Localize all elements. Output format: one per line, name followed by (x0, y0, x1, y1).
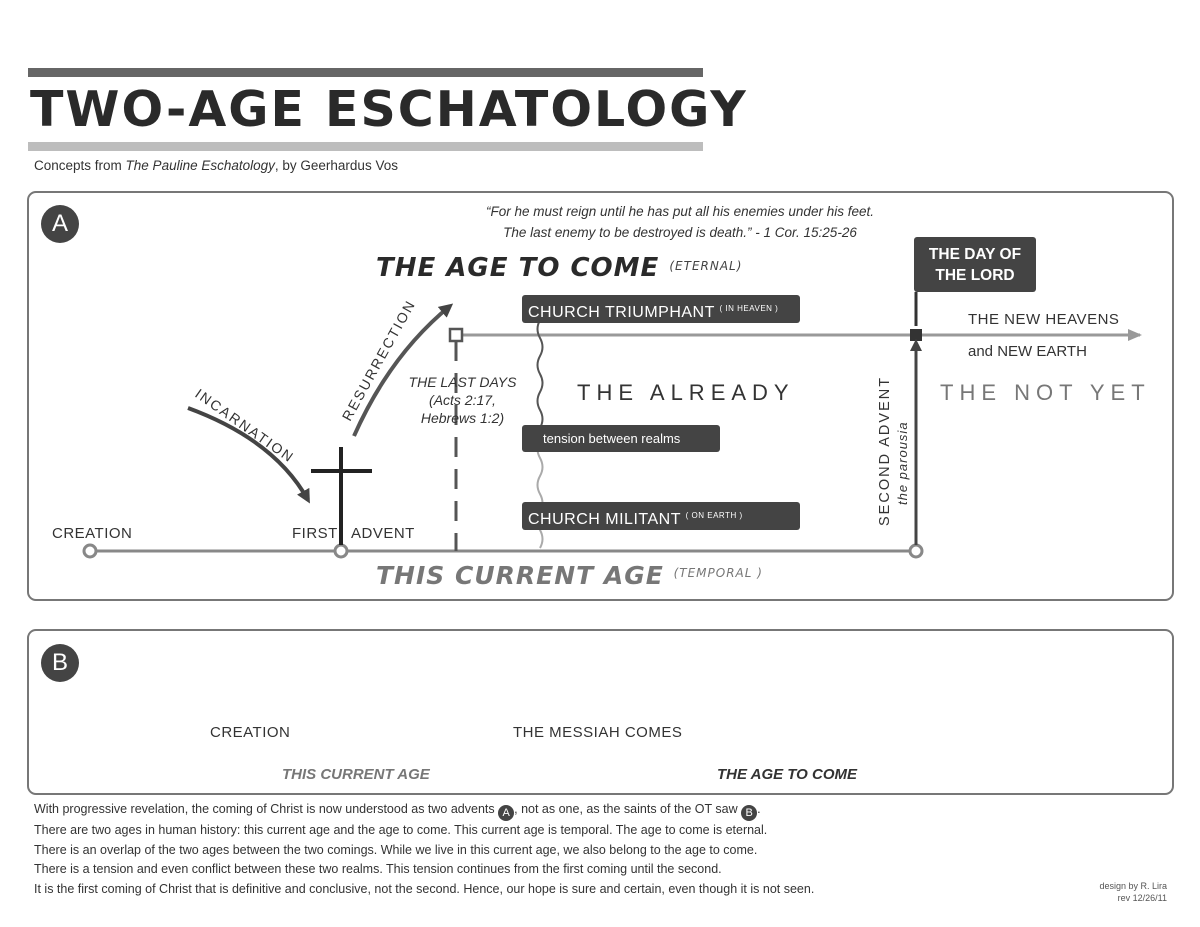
church-triumphant-label: CHURCH TRIUMPHANT (528, 304, 715, 321)
first-label: FIRST (292, 525, 338, 542)
temporal-note: (TEMPORAL ) (673, 566, 763, 580)
credit-line-2: rev 12/26/11 (1117, 893, 1167, 903)
credit-line-1: design by R. Lira (1099, 881, 1167, 891)
page-title: TWO-AGE ESCHATOLOGY (30, 81, 748, 138)
note-line-1 (34, 800, 814, 821)
this-current-age-title (376, 561, 763, 590)
b-age-to-come-label: THE AGE TO COME (717, 766, 858, 783)
note-line-2: There are two ages in human history: this current age and the age to come. This current age is temporal. The age to come is eternal. (34, 823, 768, 837)
eternal-note: (ETERNAL) (669, 259, 743, 273)
parousia-label: the parousia (895, 421, 910, 505)
second-advent-node (910, 545, 922, 557)
church-militant-box (522, 502, 800, 530)
note-line-5: It is the first coming of Christ that is definitive and conclusive, not the second. Hence, our hope is sure and certain, even though it is not seen. (34, 881, 815, 896)
creation-label: CREATION (52, 525, 133, 542)
new-heavens-label: THE NEW HEAVENS (968, 311, 1120, 328)
church-triumphant-box (522, 295, 800, 323)
note-1-part-a: With progressive revelation, the coming of Christ is now understood as two advents (34, 802, 499, 816)
resurrection-label: RESURRECTION (338, 296, 419, 424)
note-1-part-b: , not as one, as the saints of the OT saw (514, 802, 742, 816)
quote-line-1: “For he must reign until he has put all his enemies under his feet. (486, 204, 874, 219)
scripture-quote (420, 201, 940, 243)
note-badge-a: A (498, 805, 514, 821)
day-of-lord-line-1: THE DAY OF (928, 246, 1022, 263)
last-days-line-2: (Acts 2:17, (429, 392, 496, 408)
wavy-line-lower (538, 440, 543, 548)
on-earth-note: ( ON EARTH ) (685, 511, 743, 520)
last-days-line-1: THE LAST DAYS (408, 374, 517, 390)
panel-b (27, 629, 1174, 795)
in-heaven-note: ( IN HEAVEN ) (719, 304, 779, 313)
panel-a-badge: A (41, 205, 79, 243)
note-line-4: There is a tension and even conflict between these two realms. This tension continues from the first coming until the second. (34, 862, 722, 876)
advent-label: ADVENT (351, 525, 415, 542)
creation-node (84, 545, 96, 557)
age-to-come-text: THE AGE TO COME (376, 253, 660, 283)
new-earth-label: and NEW EARTH (968, 343, 1087, 360)
quote-line-2: The last enemy to be destroyed is death.” - 1 Cor. 15:25-26 (503, 225, 857, 240)
panel-b-badge: B (41, 644, 79, 682)
note-1-part-c: . (757, 802, 761, 816)
design-credit (1099, 880, 1167, 904)
subtitle-book: The Pauline Eschatology (125, 158, 275, 173)
day-of-lord-node (910, 329, 922, 341)
last-days-line-3: Hebrews 1:2) (420, 410, 505, 426)
already-label: THE ALREADY (577, 380, 795, 405)
this-current-age-text: THIS CURRENT AGE (376, 561, 664, 590)
not-yet-label: THE NOT YET (940, 380, 1151, 405)
note-line-3: There is an overlap of the two ages between the two comings. While we live in this current age, we also belong to the age to come. (34, 842, 758, 857)
b-messiah-label: THE MESSIAH COMES (513, 724, 683, 741)
note-badge-b: B (741, 805, 757, 821)
last-days-label (395, 373, 530, 427)
b-creation-label: CREATION (210, 724, 291, 741)
first-advent-node (335, 545, 347, 557)
resurrection-node (450, 329, 462, 341)
day-of-lord-line-2: THE LORD (935, 267, 1015, 284)
b-current-age-label: THIS CURRENT AGE (282, 766, 430, 783)
second-advent-label: SECOND ADVENT (877, 375, 893, 526)
explanatory-notes (34, 800, 814, 899)
church-militant-label: CHURCH MILITANT (528, 511, 681, 528)
incarnation-label: INCARNATION (192, 385, 298, 466)
tension-box: tension between realms (522, 425, 720, 452)
subtitle-suffix: , by Geerhardus Vos (274, 158, 398, 173)
subtitle-prefix: Concepts from (34, 158, 126, 173)
day-of-lord-box (914, 237, 1036, 292)
age-to-come-title (376, 253, 742, 283)
